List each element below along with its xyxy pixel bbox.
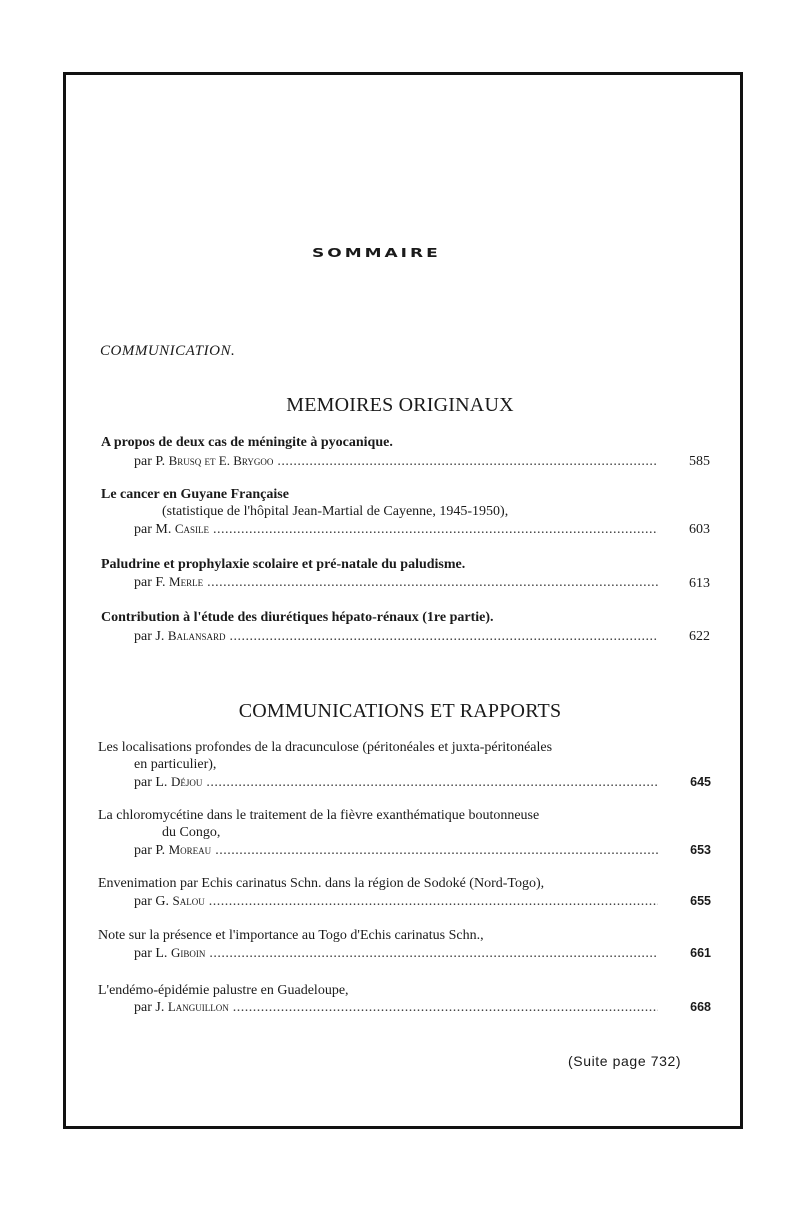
page-border (63, 72, 743, 1129)
toc-page-number: 655 (690, 894, 711, 908)
author-name: Déjou (170, 774, 203, 789)
toc-entry-subtitle: (statistique de l'hôpital Jean-Martial de Cayenne, 1945-1950), (162, 504, 509, 519)
toc-entry-author-line: par J. Languillon . . . (134, 999, 662, 1016)
toc-entry-author-line: par F. Merle . . . (134, 574, 662, 591)
toc-entry-author-line: par P. Brusq et E. Brygoo . . . (134, 453, 662, 470)
toc-entry-title: L'endémo-épidémie palustre en Guadeloupe, (98, 983, 349, 998)
toc-page-number: 668 (690, 1000, 711, 1014)
author-name: Brusq et E. Brygoo (168, 453, 274, 468)
toc-page-number: 661 (690, 946, 711, 960)
toc-entry-title: Contribution à l'étude des diurétiques hépato-rénaux (1re partie). (101, 610, 494, 625)
toc-entry-title: Les localisations profondes de la dracunculose (péritonéales et juxta-péritonéales (98, 740, 553, 755)
page-title: SOMMAIRE (312, 246, 441, 261)
author-name: Languillon (167, 999, 229, 1014)
toc-entry-title: La chloromycétine dans le traitement de la fièvre exanthématique boutonneuse (98, 808, 540, 823)
toc-entry-author-line: par G. Salou . . . (134, 893, 662, 910)
toc-page-number: 645 (690, 775, 711, 789)
toc-entry-author-line: par L. Déjou . . . (134, 774, 662, 791)
toc-entry-author-line: par L. Giboin . . . (134, 945, 662, 962)
toc-entry-author-line: par P. Moreau . . . (134, 842, 662, 859)
toc-entry-subtitle: du Congo, (162, 825, 221, 840)
toc-page-number: 585 (689, 454, 710, 469)
author-name: Balansard (167, 628, 226, 643)
continuation-note: (Suite page 732) (568, 1053, 682, 1069)
author-name: Salou (172, 893, 205, 908)
toc-entry-title: A propos de deux cas de méningite à pyocanique. (101, 435, 393, 450)
author-name: Giboin (170, 945, 206, 960)
toc-entry-title: Envenimation par Echis carinatus Schn. dans la région de Sodoké (Nord-Togo), (98, 876, 545, 891)
toc-entry-title: Le cancer en Guyane Française (101, 487, 289, 502)
toc-page-number: 622 (689, 629, 710, 644)
toc-entry-author-line: par M. Casile . . . (134, 521, 662, 538)
toc-page-number: 603 (689, 522, 710, 537)
section-title-memoires: MEMOIRES ORIGINAUX (286, 394, 514, 416)
author-name: Moreau (168, 842, 212, 857)
toc-entry-title: Paludrine et prophylaxie scolaire et pré-natale du paludisme. (101, 557, 466, 572)
toc-entry-subtitle: en particulier), (134, 757, 217, 772)
communication-label: COMMUNICATION. (100, 343, 236, 359)
toc-page-number: 653 (690, 843, 711, 857)
section-title-communications: COMMUNICATIONS ET RAPPORTS (238, 700, 562, 722)
toc-entry-author-line: par J. Balansard . . . (134, 628, 662, 645)
toc-entry-title: Note sur la présence et l'importance au Togo d'Echis carinatus Schn., (98, 928, 484, 943)
author-name: Casile (174, 521, 209, 536)
author-name: Merle (169, 574, 204, 589)
toc-page-number: 613 (689, 576, 710, 591)
